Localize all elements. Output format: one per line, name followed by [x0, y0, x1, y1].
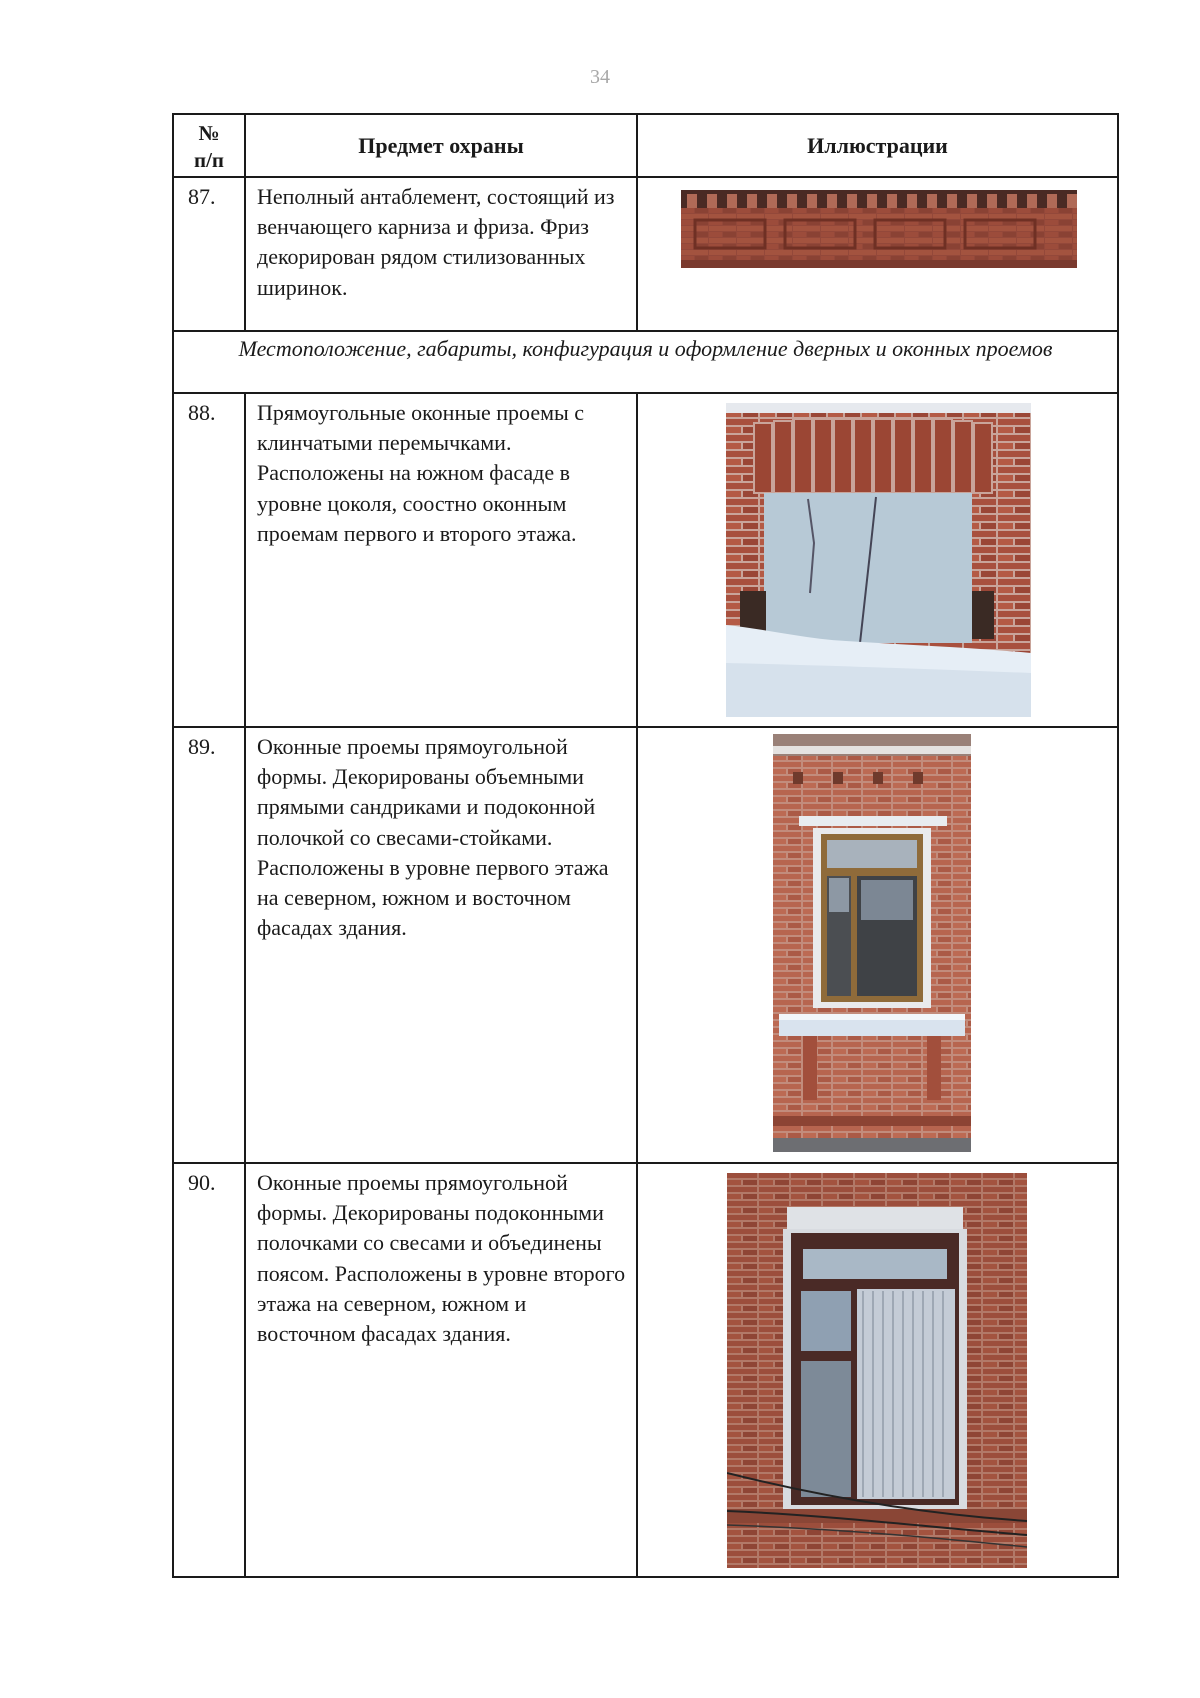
table-row: [173, 1163, 1118, 1577]
table-row: [173, 177, 1118, 331]
section-row: [173, 331, 1118, 393]
row-text: Оконные проемы прямоугольной формы. Декорированы подоконными полочками со свесами и объединены поясом. Расположены в уровне второго этажа на северном, южном и восточном фасадах здания.: [245, 1163, 637, 1577]
table-row: [173, 727, 1118, 1163]
illustration-cell: [637, 727, 1118, 1163]
row-number: 88.: [173, 393, 245, 727]
brick-entablature-photo: [681, 190, 1077, 268]
row-number: 89.: [173, 727, 245, 1163]
illustration-cell: [637, 177, 1118, 331]
row-number: 87.: [173, 177, 245, 331]
illustration-cell: [637, 1163, 1118, 1577]
header-illustrations: Иллюстрации: [637, 114, 1118, 177]
row-text: Прямоугольные оконные проемы с клинчатыми перемычками. Расположены на южном фасаде в уровне цоколя, соостно оконным проемам первого и второго этажа.: [245, 393, 637, 727]
first-floor-window-photo: [773, 734, 971, 1152]
header-subject: Предмет охраны: [245, 114, 637, 177]
page-number: 34: [590, 66, 610, 88]
row-text: Оконные проемы прямоугольной формы. Декорированы объемными прямыми сандриками и подоконной полочкой со свесами-стойками. Расположены в уровне первого этажа на северном, южном и восточном фасадах здания.: [245, 727, 637, 1163]
table-row: [173, 393, 1118, 727]
row-number: 90.: [173, 1163, 245, 1577]
header-number: № п/п: [173, 114, 245, 177]
table-header-row: [173, 114, 1118, 177]
second-floor-window-photo: [727, 1173, 1027, 1568]
row-text: Неполный антаблемент, состоящий из венчающего карниза и фриза. Фриз декорирован рядом стилизованных ширинок.: [245, 177, 637, 331]
basement-window-photo: [726, 403, 1031, 717]
section-title: Местоположение, габариты, конфигурация и оформление дверных и оконных проемов: [173, 331, 1118, 393]
illustration-cell: [637, 393, 1118, 727]
protection-table: [172, 113, 1119, 1578]
